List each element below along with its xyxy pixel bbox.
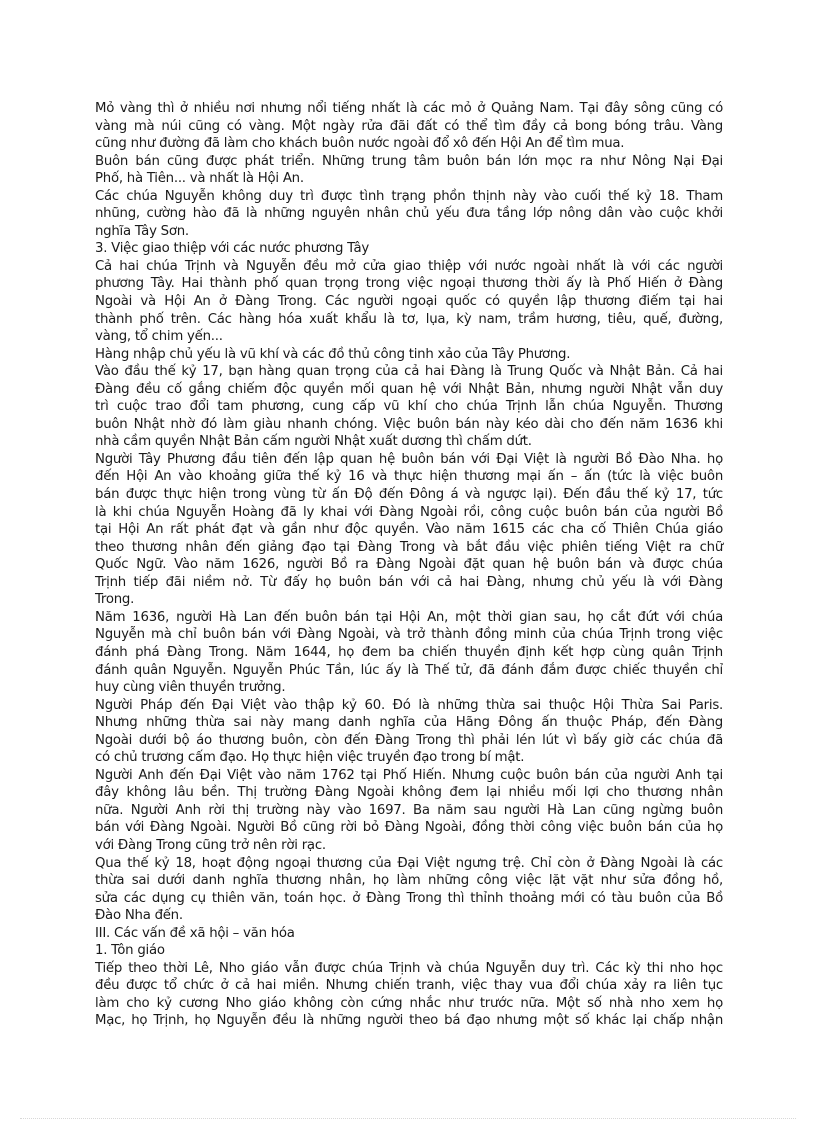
text-line: 1. Tôn giáo bbox=[95, 943, 165, 959]
text-line: Qua thế kỷ 18, hoạt động ngoại thương của Đại Việt ngưng trệ. Chỉ còn ở Đàng Ngoài là các bbox=[95, 855, 723, 871]
text-line: III. Các vấn đề xã hội – văn hóa bbox=[95, 925, 295, 941]
text-line: Người Pháp đến Đại Việt vào thập kỷ 60. Đó là những thừa sai thuộc Hội Thừa Sai Paris. bbox=[95, 697, 723, 713]
text-line: đánh quân Nguyễn. Nguyễn Phúc Tần, lúc ấy là Thế tử, đã đánh đắm được chiếc thuyền chỉ bbox=[95, 662, 723, 678]
text-line: vàng, tổ chim yến... bbox=[95, 329, 223, 345]
text-line: đều được tổ chức ở cả hai miền. Nhưng chiến tranh, việc thay vua đổi chúa xảy ra liên tục bbox=[95, 978, 723, 994]
text-line: thành phố trên. Các hàng hóa xuất khẩu là tơ, lụa, kỳ nam, trầm hương, tiêu, quế, đường, bbox=[95, 311, 723, 327]
text-line: nữa. Người Anh rời thị trường này vào 1697. Ba năm sau người Hà Lan cũng ngừng buôn bbox=[95, 802, 723, 818]
text-line: nghĩa Tây Sơn. bbox=[95, 223, 189, 239]
text-line: Người Tây Phương đầu tiên đến lập quan hệ buôn bán với Đại Việt là người Bồ Đào Nha. họ bbox=[95, 451, 723, 467]
text-line: vàng mà núi cũng có vàng. Một ngày rửa đãi đất có thể tìm đầy cả bong bóng trâu. Vàng bbox=[95, 118, 723, 134]
text-line: Vào đầu thế kỷ 17, bạn hàng quan trọng của cả hai Đàng là Trung Quốc và Nhật Bản. Cả hai bbox=[95, 364, 723, 380]
document-body bbox=[95, 100, 723, 1030]
text-line: Nguyễn mà chỉ buôn bán với Đàng Ngoài, và trở thành đồng minh của chúa Trịnh trong việc bbox=[95, 627, 723, 643]
text-line: Buôn bán cũng được phát triển. Những trung tâm buôn bán lớn mọc ra như Nông Nại Đại bbox=[95, 153, 723, 169]
text-line: Người Anh đến Đại Việt vào năm 1762 tại Phố Hiến. Nhưng cuộc buôn bán của người Anh tại bbox=[95, 767, 723, 783]
text-line: theo thương nhân đến giảng đạo tại Đàng Trong và bắt đầu việc phiên tiếng Việt ra chữ bbox=[95, 539, 723, 555]
text-line: làm cho kỷ cương Nho giáo không còn cứng nhắc như trước nữa. Một số nhà nho xem họ bbox=[95, 995, 723, 1011]
text-line: Hàng nhập chủ yếu là vũ khí và các đồ thủ công tinh xảo của Tây Phương. bbox=[95, 346, 571, 362]
text-line: đến Hội An vào khoảng giữa thế kỷ 16 và thực hiện thương mại ấn – ấn (tức là việc buôn bbox=[95, 469, 723, 485]
text-line: Năm 1636, người Hà Lan đến buôn bán tại Hội An, một thời gian sau, họ cắt đứt với chúa bbox=[95, 609, 723, 625]
text-line: Trong. bbox=[95, 592, 135, 608]
text-line: nhà cầm quyền Nhật Bản cấm người Nhật xuất dương thì chấm dứt. bbox=[95, 434, 532, 450]
text-line: Nhưng những thừa sai này mang danh nghĩa của Hãng Đông ấn thuộc Pháp, đến Đàng bbox=[95, 715, 723, 731]
text-line: trì cuộc trao đổi tam phương, cung cấp vũ khí cho chúa Trịnh lẫn chúa Nguyễn. Thương bbox=[95, 399, 723, 415]
text-line: Mạc, họ Trịnh, họ Nguyễn đều là những người theo bá đạo nhưng một số khác lại chấp nhận bbox=[95, 1013, 723, 1029]
text-line: có chủ trương cấm đạo. Họ thực hiện việc truyền đạo trong bí mật. bbox=[95, 750, 525, 766]
text-line: Ngoài dưới bộ áo thương buôn, còn đến Đàng Trong thì phải lén lút vì bấy giờ các chúa đã bbox=[95, 732, 723, 748]
text-line: buôn Nhật nhờ đó làm giàu nhanh chóng. Việc buôn bán này kéo dài cho đến năm 1636 khi bbox=[95, 416, 723, 432]
text-line: Quốc Ngữ. Vào năm 1626, người Bồ ra Đàng Ngoài đặt quan hệ buôn bán và được chúa bbox=[95, 557, 723, 573]
text-line: thừa sai dưới danh nghĩa thương nhân, họ làm những công việc lặt vặt như sửa đồng hồ, bbox=[95, 873, 723, 889]
text-line: Trịnh tiếp đãi niềm nở. Từ đấy họ buôn bán với cả hai Đàng, nhưng chủ yếu là với Đàng bbox=[95, 574, 723, 590]
text-line: nhũng, cường hào đã là những nguyên nhân chủ yếu đưa tầng lớp nông dân vào cuộc khởi bbox=[95, 206, 723, 222]
text-line: Tiếp theo thời Lê, Nho giáo vẫn được chúa Trịnh và chúa Nguyễn duy trì. Các kỳ thi nho học bbox=[95, 960, 723, 976]
text-line: Đàng đều cố gắng chiếm độc quyền mối quan hệ với Nhật Bản, nhưng người Nhật vẫn duy bbox=[95, 381, 723, 397]
text-line: huy cùng viên thuyền trưởng. bbox=[95, 680, 286, 696]
text-line: bán với Đàng Ngoài. Người Bồ cũng rời bỏ Đàng Ngoài, đồng thời công việc buôn bán của họ bbox=[95, 820, 723, 836]
text-line: bán được thực hiện trong vùng từ ấn Độ đến Đông á và ngược lại). Đến đầu thế kỷ 17, tức bbox=[95, 487, 723, 503]
text-line: với Đàng Trong cũng trở nên rời rạc. bbox=[95, 837, 326, 853]
text-line: 3. Việc giao thiệp với các nước phương Tây bbox=[95, 241, 370, 257]
text-line: phương Tây. Hai thành phố quan trọng trong việc ngoại thương thời ấy là Phố Hiến ở Đàng bbox=[95, 276, 723, 292]
text-line: là khi chúa Nguyễn Hoàng đã ly khai với Đàng Ngoài rồi, công cuộc buôn bán của người Bồ bbox=[95, 504, 723, 520]
text-line: Phố, hà Tiên... và nhất là Hội An. bbox=[95, 171, 304, 187]
text-line: sửa các dụng cụ thiên văn, toán học. ở Đàng Trong thì thỉnh thoảng mới có tàu buôn của Bồ bbox=[95, 890, 723, 906]
page-bottom-border bbox=[20, 1118, 796, 1119]
text-line: đây không lâu bền. Thị trường Đàng Ngoài không đem lại nhiều mối lợi cho thương nhân bbox=[95, 785, 723, 801]
text-line: Mỏ vàng thì ở nhiều nơi nhưng nổi tiếng nhất là các mỏ ở Quảng Nam. Tại đây sông cũng có bbox=[95, 101, 723, 116]
text-line: Đào Nha đến. bbox=[95, 908, 183, 924]
text-line: Các chúa Nguyễn không duy trì được tình trạng phồn thịnh này vào cuối thế kỷ 18. Tham bbox=[95, 188, 723, 204]
text-line: Cả hai chúa Trịnh và Nguyễn đều mở cửa giao thiệp với nước ngoài nhất là với các người bbox=[95, 258, 723, 274]
text-line: tại Hội An rất phát đạt và gần như độc quyền. Vào năm 1615 các cha cố Thiên Chúa giáo bbox=[95, 522, 723, 538]
text-line: Ngoài và Hội An ở Đàng Trong. Các người ngoại quốc có quyền lập thương điếm tại hai bbox=[95, 294, 723, 310]
text-line: cũng như đường đã làm cho khách buôn nước ngoài đổ xô đến Hội An để tìm mua. bbox=[95, 136, 625, 152]
text-line: đánh phá Đàng Trong. Năm 1644, họ đem ba chiến thuyền định kết hợp cùng quân Trịnh bbox=[95, 644, 723, 660]
